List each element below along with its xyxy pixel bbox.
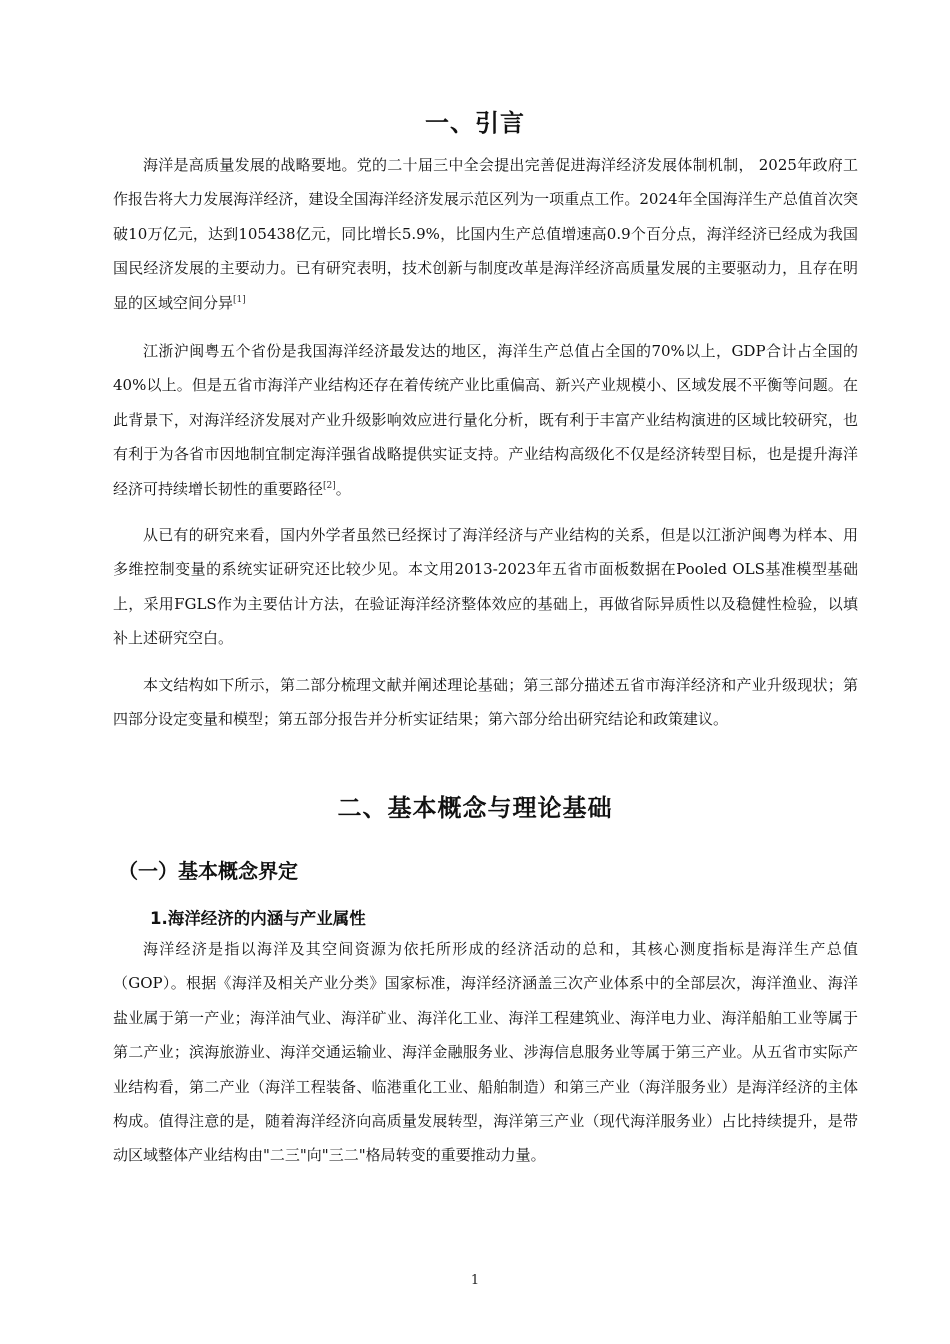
paragraph-intro-2 [113, 334, 858, 506]
paragraph-text: 江浙沪闽粤五个省份是我国海洋经济最发达的地区，海洋生产总值占全国的70%以上，GDP合计占全国的40%以上。但是五省市海洋产业结构还存在着传统产业比重偏高、新兴产业规模小、区域发展不平衡等问题。在此背景下，对海洋经济发展对产业升级影响效应进行量化分析，既有利于丰富产业结构演进的区域比较研究，也有利于为各省市因地制宜制定海洋强省战略提供实证支持。产业结构高级化不仅是经济转型目标，也是提升海洋经济可持续增长韧性的重要路径 [113, 342, 858, 498]
section-heading-theory: 二、基本概念与理论基础 [337, 794, 613, 822]
citation-ref-2[interactable]: [2] [323, 480, 336, 491]
page-number: 1 [470, 1273, 480, 1288]
paragraph-intro-1 [113, 148, 858, 320]
paragraph-intro-3: 从已有的研究来看，国内外学者虽然已经探讨了海洋经济与产业结构的关系，但是以江浙沪闽粤为样本、用多维控制变量的系统实证研究还比较少见。本文用2013-2023年五省市面板数据在Pooled OLS基准模型基础上，采用FGLS作为主要估计方法，在验证海洋经济整体效应的基础上，再做省际异质性以及稳健性检验，以填补上述研究空白。 [113, 526, 858, 648]
paragraph-end-punct: 。 [335, 479, 351, 498]
paragraph-marine-economy: 海洋经济是指以海洋及其空间资源为依托所形成的经济活动的总和，其核心测度指标是海洋生产总值（GOP）。根据《海洋及相关产业分类》国家标准，海洋经济涵盖三次产业体系中的全部层次，海洋渔业、海洋盐业属于第一产业；海洋油气业、海洋矿业、海洋化工业、海洋工程建筑业、海洋电力业、海洋船舶工业等属于第二产业；滨海旅游业、海洋交通运输业、海洋金融服务业、涉海信息服务业等属于第三产业。从五省市实际产业结构看，第二产业（海洋工程装备、临港重化工业、船舶制造）和第三产业（海洋服务业）是海洋经济的主体构成。值得注意的是，随着海洋经济向高质量发展转型，海洋第三产业（现代海洋服务业）占比持续提升，是带动区域整体产业结构由"二三"向"三二"格局转变的重要推动力量。 [113, 940, 858, 1165]
subsection-heading-concepts: （一）基本概念界定 [118, 859, 298, 883]
citation-ref-1[interactable]: [1] [233, 294, 246, 305]
subsubsection-heading-marine-economy: 1.海洋经济的内涵与产业属性 [150, 909, 366, 928]
section-heading-introduction: 一、引言 [425, 109, 525, 137]
paragraph-intro-4: 本文结构如下所示，第二部分梳理文献并阐述理论基础；第三部分描述五省市海洋经济和产业升级现状；第四部分设定变量和模型；第五部分报告并分析实证结果；第六部分给出研究结论和政策建议。 [113, 676, 858, 729]
paragraph-text: 海洋是高质量发展的战略要地。党的二十届三中全会提出完善促进海洋经济发展体制机制， 2025年政府工作报告将大力发展海洋经济，建设全国海洋经济发展示范区列为一项重点工作。2024年全国海洋生产总值首次突破10万亿元，达到105438亿元，同比增长5.9%，比国内生产总值增速高0.9个百分点，海洋经济已经成为我国国民经济发展的主要动力。已有研究表明，技术创新与制度改革是海洋经济高质量发展的主要驱动力，且存在明显的区域空间分异 [113, 156, 858, 312]
